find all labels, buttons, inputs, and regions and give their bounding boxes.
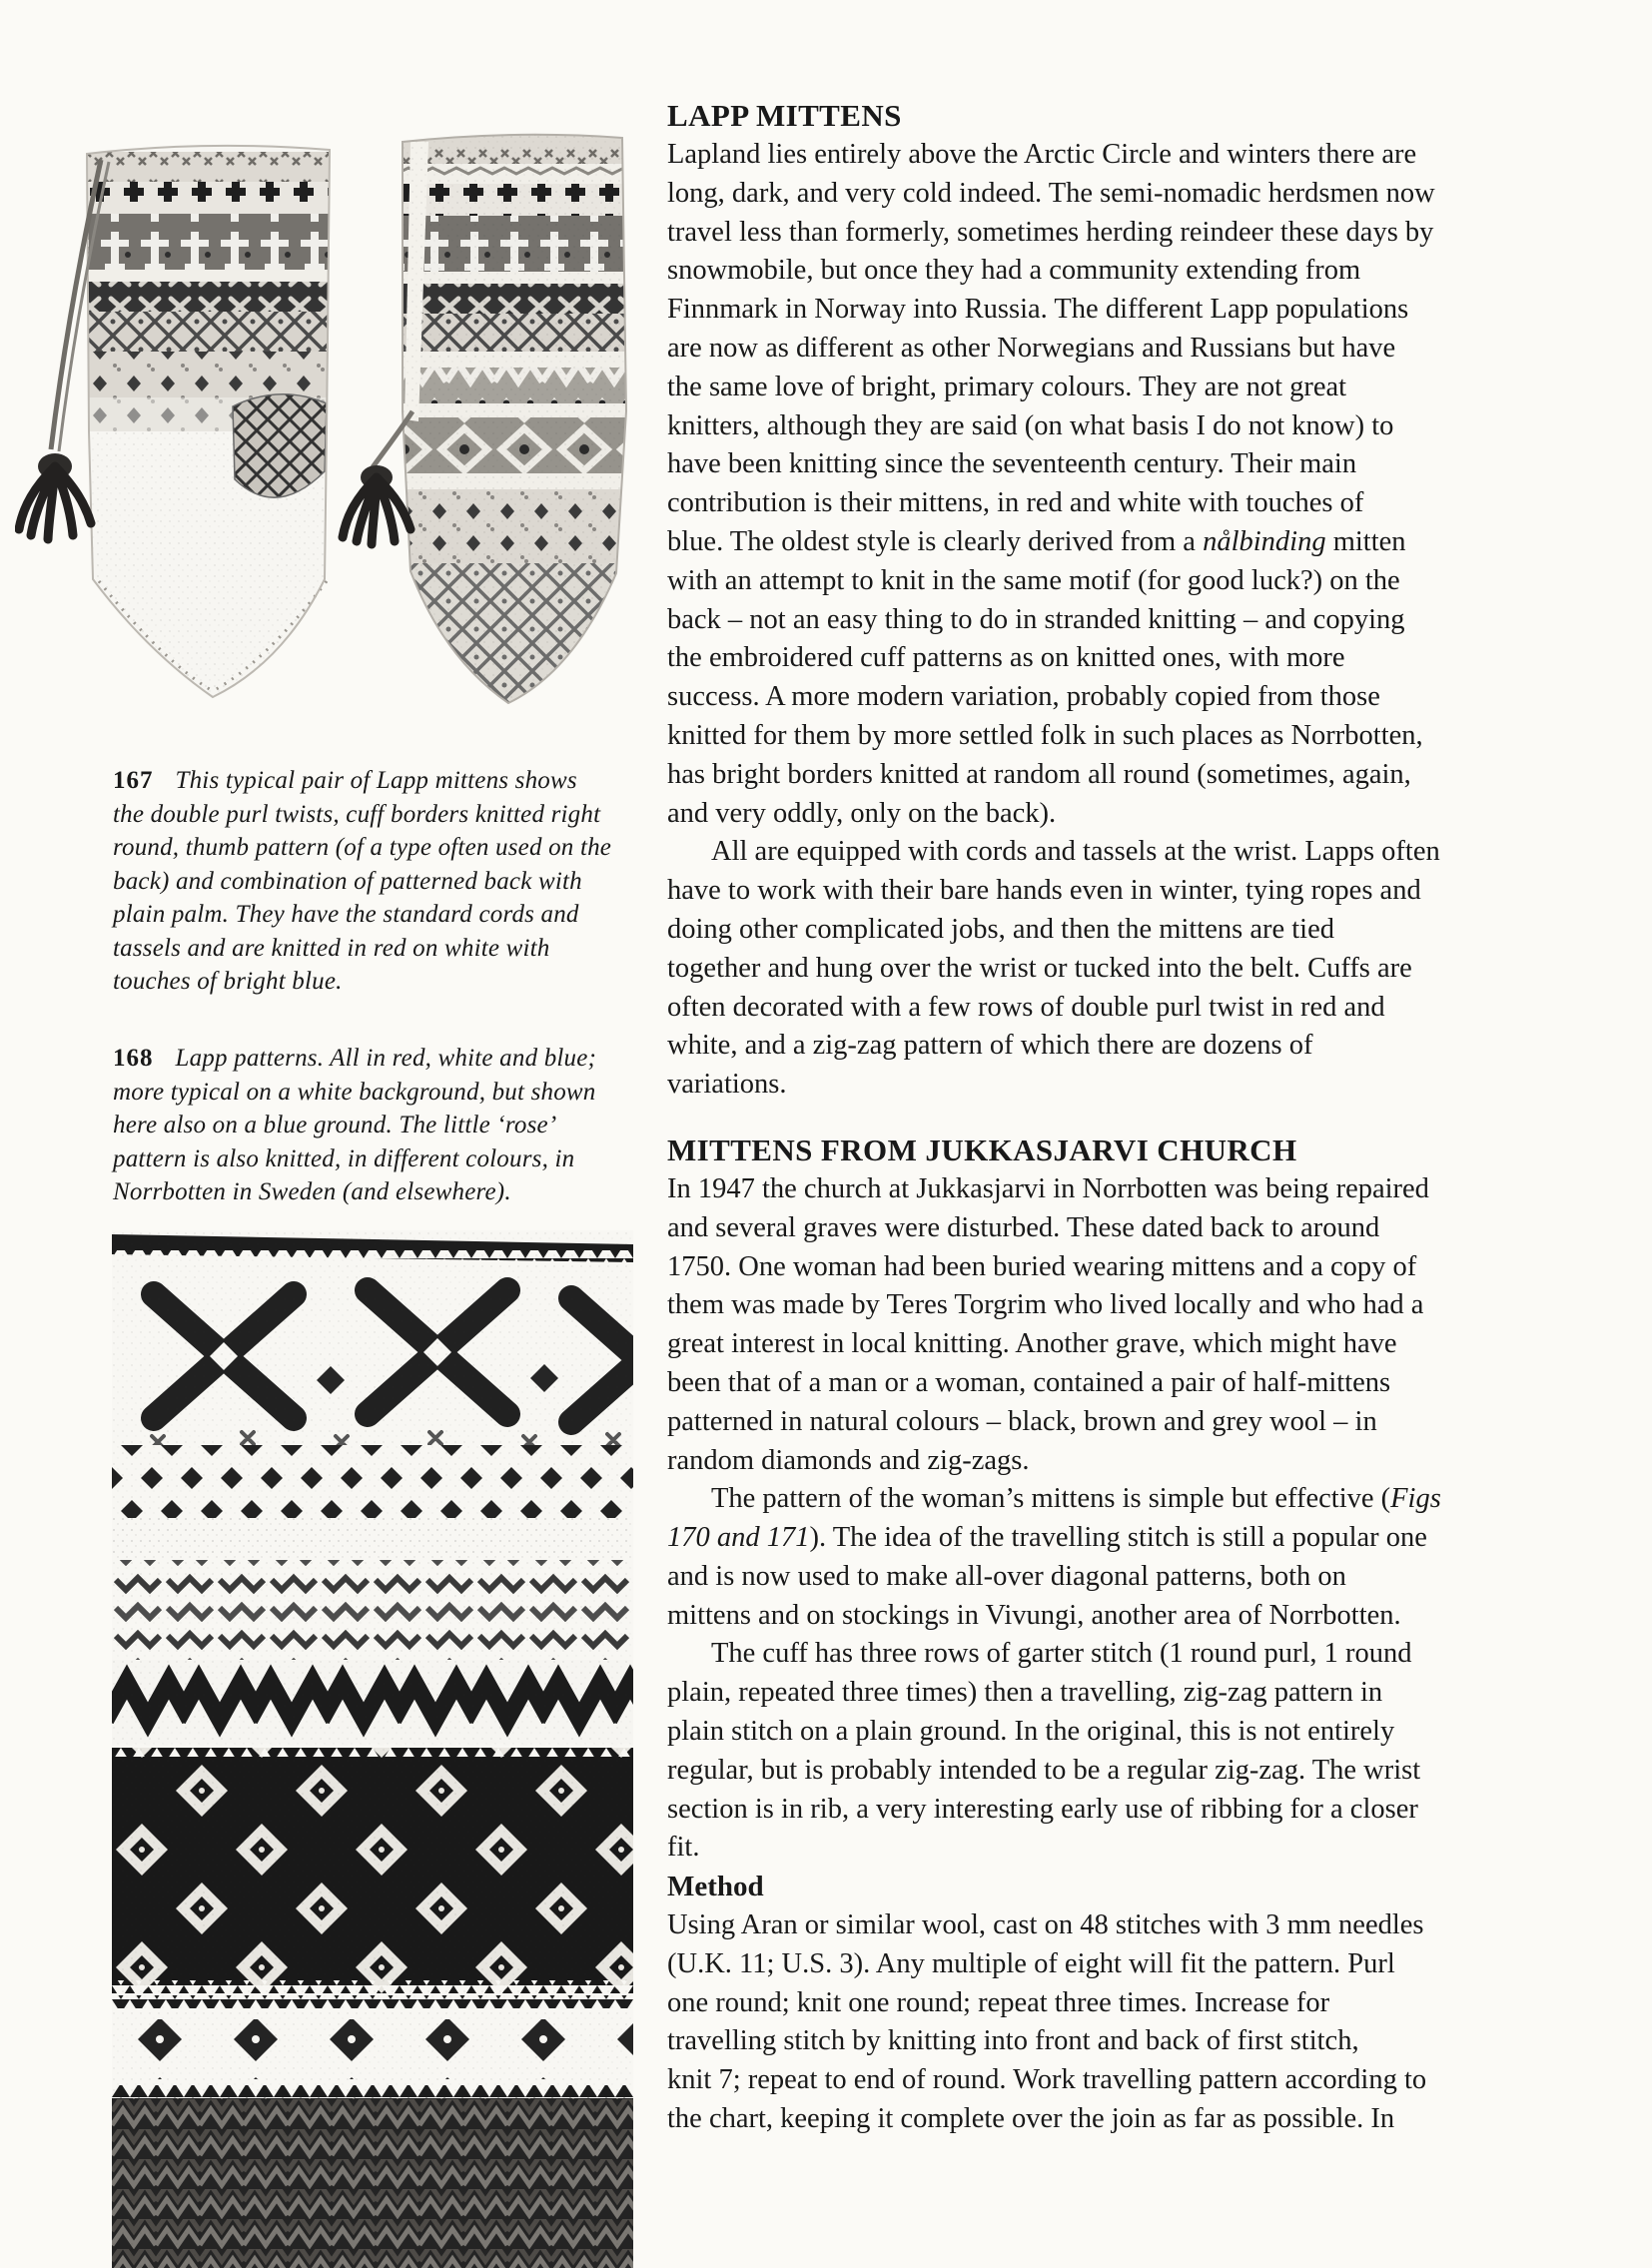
mitten-right	[395, 130, 629, 713]
text-line: plain, repeated three times) then a travelling, zig-zag pattern in	[667, 1677, 1383, 1709]
section-jukkasjarvi	[667, 1170, 1592, 1868]
text-line: fit.	[667, 1832, 700, 1864]
section-method	[667, 1906, 1592, 2139]
text-line: Lapland lies entirely above the Arctic Circle and winters there are	[667, 139, 1417, 170]
caption-168-number: 168	[113, 1045, 154, 1072]
caption-167-text: This typical pair of Lapp mittens shows the double purl twists, cuff borders knitted right round, thumb pattern (of a type often used on the back) and combination of patterned back with plain palm. They have the standard cords and tassels and are knitted in red on white with touches of bright blue.	[113, 767, 612, 995]
text-line: one round; knit one round; repeat three times. Increase for	[667, 1986, 1330, 2018]
text-line: Finnmark in Norway into Russia. The different Lapp populations	[667, 294, 1409, 326]
text-line: (U.K. 11; U.S. 3). Any multiple of eight will fit the pattern. Purl	[667, 1947, 1395, 1979]
text-column	[667, 96, 1592, 2139]
text-line: plain stitch on a plain ground. In the original, this is not entirely	[667, 1716, 1395, 1748]
text-line: been that of a man or a woman, contained a pair of half-mittens	[667, 1366, 1391, 1398]
text-line: white, and a zig-zag pattern of which there are dozens of	[667, 1030, 1313, 1062]
text-line: All are equipped with cords and tassels at the wrist. Lapps often	[711, 836, 1440, 868]
section-lapp-mittens	[667, 136, 1592, 1105]
figure-167-image	[15, 112, 629, 716]
text-line: doing other complicated jobs, and then the mittens are tied	[667, 913, 1334, 945]
thumb-pattern	[233, 394, 327, 497]
text-line: regular, but is probably intended to be a regular zig-zag. The wrist	[667, 1754, 1421, 1786]
text-line: great interest in local knitting. Another grave, which might have	[667, 1328, 1397, 1360]
text-line: In 1947 the church at Jukkasjarvi in Norrbotten was being repaired	[667, 1172, 1429, 1204]
text-line: and very oddly, only on the back).	[667, 797, 1057, 829]
text-line: patterned in natural colours – black, brown and grey wool – in	[667, 1405, 1377, 1437]
caption-167	[113, 764, 612, 999]
paragraph	[667, 1906, 1592, 2139]
mitten-left	[75, 140, 345, 711]
caption-168	[113, 1042, 612, 1209]
figure-168-image	[112, 1230, 633, 2268]
heading-lapp-mittens: LAPP MITTENS	[667, 98, 902, 133]
text-line: back – not an easy thing to do in stranded knitting – and copying	[667, 603, 1405, 635]
text-line: knitters, although they are said (on what basis I do not know) to	[667, 409, 1394, 441]
text-line: knitted for them by more settled folk in such places as Norrbotten,	[667, 719, 1423, 751]
text-line: contribution is their mittens, in red and white with touches of	[667, 487, 1364, 519]
caption-167-number: 167	[113, 767, 154, 794]
text-line: with an attempt to knit in the same motif (for good luck?) on the	[667, 564, 1400, 596]
text-line: The pattern of the woman’s mittens is simple but effective (Figs	[711, 1483, 1441, 1515]
text-line: have to work with their bare hands even in winter, tying ropes and	[667, 875, 1421, 907]
paragraph	[667, 136, 1592, 833]
text-line: long, dark, and very cold indeed. The semi-nomadic herdsmen now	[667, 177, 1435, 209]
text-line: Using Aran or similar wool, cast on 48 stitches with 3 mm needles	[667, 1909, 1424, 1941]
caption-168-text: Lapp patterns. All in red, white and blue; more typical on a white background, but shown here also on a blue ground. The little ‘rose’ pattern is also knitted, in different colours, in Norrbotten in Sweden (and elsewhere).	[113, 1045, 597, 1205]
text-line: and is now used to make all-over diagonal patterns, both on	[667, 1560, 1346, 1592]
text-line: mittens and on stockings in Vivungi, another area of Norrbotten.	[667, 1599, 1401, 1631]
text-line: them was made by Teres Torgrim who lived locally and who had a	[667, 1289, 1424, 1321]
mittens-photo	[15, 112, 629, 716]
text-line: 1750. One woman had been buried wearing mittens and a copy of	[667, 1250, 1417, 1282]
text-line: and several graves were disturbed. These dated back to around	[667, 1211, 1380, 1243]
text-line: section is in rib, a very interesting early use of ribbing for a closer	[667, 1793, 1418, 1825]
patterns-photo	[112, 1230, 633, 2268]
text-line: often decorated with a few rows of double purl twist in red and	[667, 991, 1385, 1023]
text-line: random diamonds and zig-zags.	[667, 1444, 1030, 1476]
text-line: variations.	[667, 1069, 787, 1101]
text-line: blue. The oldest style is clearly derived from a nålbinding mitten	[667, 525, 1406, 557]
paragraph	[667, 1170, 1592, 1480]
paragraph	[667, 833, 1592, 1105]
text-line: travel less than formerly, sometimes herding reindeer these days by	[667, 216, 1434, 248]
text-line: are now as different as other Norwegians and Russians but have	[667, 332, 1396, 364]
text-line: The cuff has three rows of garter stitch (1 round purl, 1 round	[711, 1638, 1412, 1670]
text-line: knit 7; repeat to end of round. Work travelling pattern according to	[667, 2064, 1427, 2096]
text-line: travelling stitch by knitting into front and back of first stitch,	[667, 2025, 1359, 2057]
text-line: have been knitting since the seventeenth century. Their main	[667, 448, 1357, 480]
text-line: the embroidered cuff patterns as on knitted ones, with more	[667, 642, 1345, 674]
text-line: together and hung over the wrist or tucked into the belt. Cuffs are	[667, 952, 1412, 984]
text-line: 170 and 171). The idea of the travelling stitch is still a popular one	[667, 1522, 1427, 1554]
text-line: snowmobile, but once they had a community extending from	[667, 255, 1361, 287]
subheading-method: Method	[667, 1871, 764, 1903]
tassel-right	[343, 465, 411, 544]
text-line: the same love of bright, primary colours. They are not great	[667, 371, 1347, 402]
text-line: success. A more modern variation, probably copied from those	[667, 681, 1380, 713]
text-line: the chart, keeping it complete over the join as far as possible. In	[667, 2103, 1395, 2135]
text-line: has bright borders knitted at random all round (sometimes, again,	[667, 758, 1411, 790]
paragraph	[667, 1480, 1592, 1635]
paragraph	[667, 1635, 1592, 1868]
heading-jukkasjarvi: MITTENS FROM JUKKASJARVI CHURCH	[667, 1132, 1297, 1167]
tassel-left	[19, 453, 91, 539]
